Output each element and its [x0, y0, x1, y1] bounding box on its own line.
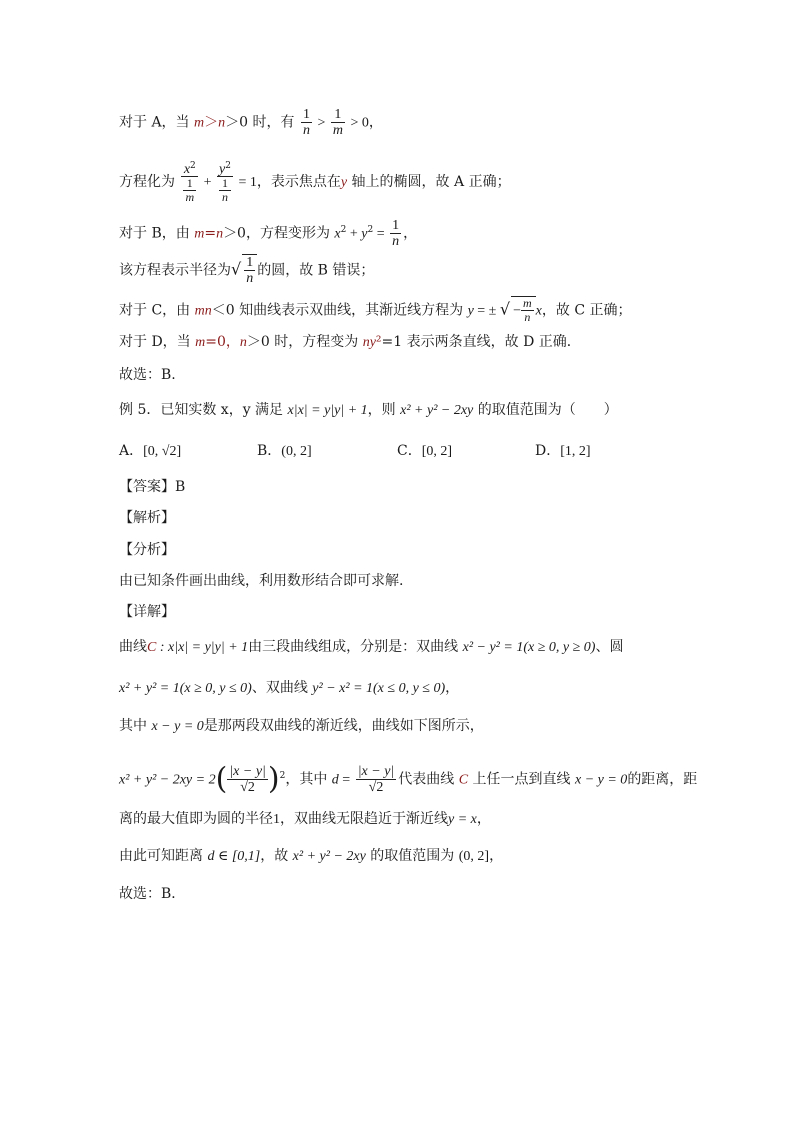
line-case-c: 对于 C，由 mn＜0 知曲线表示双曲线，其渐近线方程为 y = ± √ − $\frac{m}{n}$ x，故 C 正确；	[119, 296, 632, 324]
line-case-b: 对于 B，由 m=n＞0，方程变形为 $x^2 + y^2$ = $\frac{1}{n}$ ，	[119, 218, 418, 249]
fenxi-text: 由已知条件画出曲线，利用数形结合即可求解.	[119, 573, 404, 589]
option-a: A．[0, √2]	[119, 443, 182, 459]
choose-line: 故选：B.	[119, 367, 176, 383]
line-case-d: 对于 D，当 m=0，n＞0 时，方程变为 ny²=1 表示两条直线，故 D 正确．	[119, 334, 581, 350]
answer: 【答案】B	[119, 479, 186, 495]
fraction: $\frac{1}{n}$	[302, 107, 310, 138]
final-choose: 故选：B．	[119, 886, 186, 902]
line-circle: 该方程表示半径为√ $\frac{1}{n}$ 的圆，故 B 错误；	[119, 255, 375, 286]
fraction-y: $y^2$ 1 n	[219, 161, 231, 204]
detail-line-2: x² + y² = 1(x ≥ 0, y ≤ 0)、双曲线 y² − x² = 1(x ≤ 0, y ≤ 0)，	[119, 680, 460, 696]
option-c: C．[0, 2]	[397, 443, 453, 459]
detail-line-5: 离的最大值即为圆的半径1，双曲线无限趋近于渐近线y = x，	[119, 811, 491, 827]
fraction: $\frac{1}{n}$	[392, 218, 400, 249]
fraction: $\frac{1}{m}$	[332, 107, 343, 138]
analysis-heading: 【解析】	[119, 510, 175, 526]
option-b: B．(0, 2]	[257, 443, 312, 459]
fenxi-heading: 【分析】	[119, 542, 175, 558]
detail-heading: 【详解】	[119, 604, 175, 620]
option-d: D．[1, 2]	[535, 443, 591, 459]
detail-line-3: 其中 x − y = 0是那两段双曲线的渐近线，曲线如下图所示，	[119, 718, 484, 734]
detail-line-6: 由此可知距离 d ∈ [0,1]，故 x² + y² − 2xy 的取值范围为 (0, 2]，	[119, 848, 504, 864]
line-case-a: 对于 A，当 m＞n＞0 时，有 $\frac{1}{n}$ > $\frac{1}{m}$ > 0，	[119, 107, 383, 138]
example-question: 例 5．已知实数 x，y 满足 x|x| = y|y| + 1，则 x² + y² − 2xy 的取值范围为（ ）	[119, 402, 618, 418]
detail-line-1: 曲线C : x|x| = y|y| + 1由三段曲线组成，分别是：双曲线 x² − y² = 1(x ≥ 0, y ≥ 0)、圆	[119, 639, 624, 655]
detail-line-4: x² + y² − 2xy = 2( $\frac{|x - y|}{√2}$ )$^2$，其中 d = $\frac{|x - y|}{√2}$ 代表曲线 C 上任一点到直线 x − y = 0的距离，距	[119, 761, 698, 797]
fraction-x: $x^2$ 1 m	[181, 160, 198, 204]
line-ellipse: 方程化为 $x^2$ 1 m + $y^2$ 1 n = 1，表示焦点在y 轴上的椭圆，故 A 正确；	[119, 161, 511, 204]
